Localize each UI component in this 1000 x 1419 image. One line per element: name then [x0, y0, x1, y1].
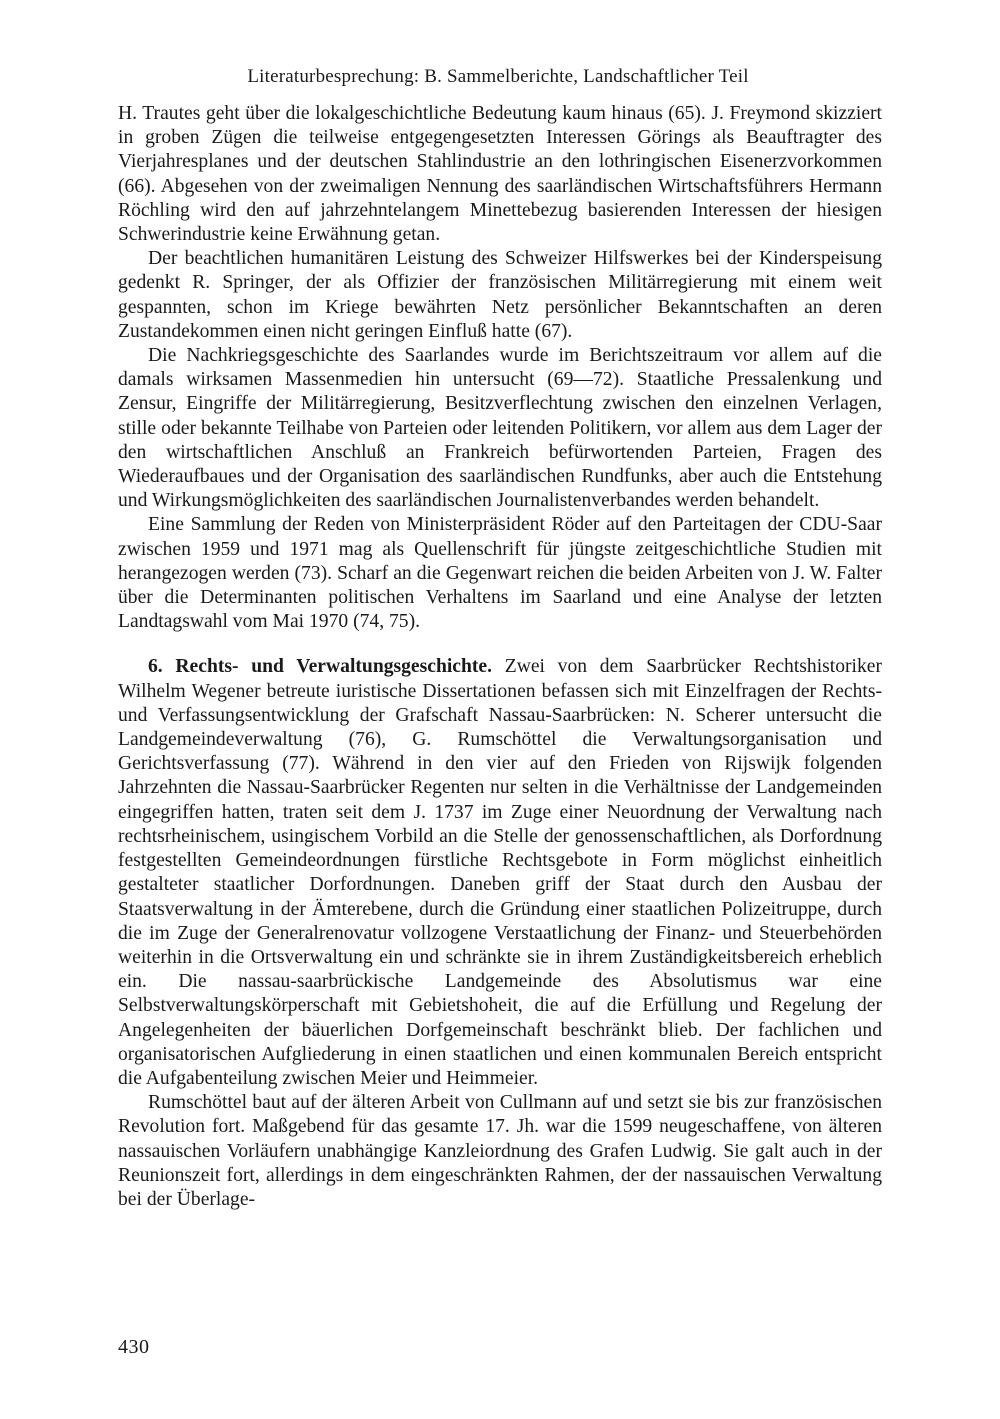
running-header: Literaturbesprechung: B. Sammelberichte, Landschaftlicher Teil [247, 66, 749, 87]
page-number: 430 [118, 1336, 150, 1358]
page-content [118, 62, 882, 1212]
section-6-heading: 6. Rechts- und Verwaltungsgeschichte. [148, 656, 493, 678]
paragraph-rumschoettel: Rumschöttel baut auf der älteren Arbeit von Cullmann auf und setzt sie bis zur französischen Revolution fort. Maßgebend für das gesamte 17. Jh. war die 1599 neugeschaffene, von älteren nassauischen Vorläufern unabhängige Kanzleiordnung des Grafen Ludwig. Sie galt auch in der Reunionszeit fort, allerdings in dem eingeschränkten Rahmen, der der nassauischen Verwaltung bei der Überlage- [118, 1092, 882, 1210]
paragraph-nachkriegsgeschichte: Die Nachkriegsgeschichte des Saarlandes wurde im Berichtszeitraum vor allem auf die damals wirksamen Massenmedien hin untersucht (69—72). Staatliche Pressalenkung und Zensur, Eingriffe der Militärregierung, Besitzverflechtung zwischen den einzelnen Verlagen, stille oder bekannte Teilhabe von Parteien oder leitenden Politikern, vor allem aus dem Lager der den wirtschaftlichen Anschluß an Frankreich befürwortenden Parteien, Fragen des Wiederaufbaues und der Organisation des saarländischen Rundfunks, aber auch die Entstehung und Wirkungsmöglichkeiten des saarländischen Journalistenverbandes werden behandelt. [118, 345, 882, 512]
section-6-text: Zwei von dem Saarbrücker Rechtshistoriker Wilhelm Wegener betreute iuristische Dissertationen befassen sich mit Einzelfragen der Rechts- und Verfassungsentwicklung der Grafschaft Nassau-Saarbrücken: N. Scherer untersucht die Landgemeindeverwaltung (76), G. Rumschöttel die Verwaltungsorganisation und Gerichtsverfassung (77). Während in den vier auf den Frieden von Rijswijk folgenden Jahrzehnten die Nassau-Saarbrücker Regenten nur selten in die Verhältnisse der Landgemeinden eingegriffen hatten, traten seit dem J. 1737 im Zuge einer Neuordnung der Verwaltung nach rechtsrheinischem, usingischem Vorbild an die Stelle der genossenschaftlichen, als Dorfordnung festgestellten Gemeindeordnungen fürstliche Rechtsgebote in Form möglichst einheitlich gestalteter staatlicher Dorfordnungen. Daneben griff der Staat durch den Ausbau der Staatsverwaltung in der Ämterebene, durch die Gründung einer staatlichen Polizeitruppe, durch die im Zuge der Generalrenovatur vollzogene Verstaatlichung der Finanz- und Steuerbehörden weiterhin in die Ortsverwaltung ein und schränkte sie in ihrem Zuständigkeitsbereich erheblich ein. Die nassau-saarbrückische Landgemeinde des Absolutismus war eine Selbstverwaltungskörperschaft mit Gebietshoheit, die auf die Erfüllung und Regelung der Angelegenheiten der bäuerlichen Dorfgemeinschaft beschränkt blieb. Der fachlichen und organisatorischen Aufgliederung in einen staatlichen und einen kommunalen Bereich entspricht die Aufgabenteilung zwischen Meier und Heimmeier. [118, 656, 882, 1089]
paragraph-springer: Der beachtlichen humanitären Leistung des Schweizer Hilfswerkes bei der Kinderspeisung gedenkt R. Springer, der als Offizier der französischen Militärregierung mit einem weit gespannten, schon im Kriege bewährten Netz persönlicher Bekanntschaften an deren Zustandekommen einen nicht geringen Einfluß hatte (67). [118, 248, 882, 342]
section-spacer [118, 634, 882, 655]
section-6-paragraph [118, 655, 882, 1091]
paragraph-trautes: H. Trautes geht über die lokalgeschichtliche Bedeutung kaum hinaus (65). J. Freymond skizziert in groben Zügen die teilweise entgegengesetzten Interessen Görings als Beauftragter des Vierjahresplanes und der deutschen Stahlindustrie an den lothringischen Eisenerzvorkommen (66). Abgesehen von der zweimaligen Nennung des saarländischen Wirtschaftsführers Hermann Röchling wird den auf jahrzehntelangem Minettebezug basierenden Interessen der hiesigen Schwerindustrie keine Erwähnung getan. [118, 103, 882, 246]
paragraph-roeder: Eine Sammlung der Reden von Ministerpräsident Röder auf den Parteitagen der CDU-Saar zwischen 1959 und 1971 mag als Quellenschrift für jüngste zeitgeschichtliche Studien mit herangezogen werden (73). Scharf an die Gegenwart reichen die beiden Arbeiten von J. W. Falter über die Determinanten politischen Verhaltens im Saarland und eine Analyse der letzten Landtagswahl vom Mai 1970 (74, 75). [118, 514, 882, 633]
